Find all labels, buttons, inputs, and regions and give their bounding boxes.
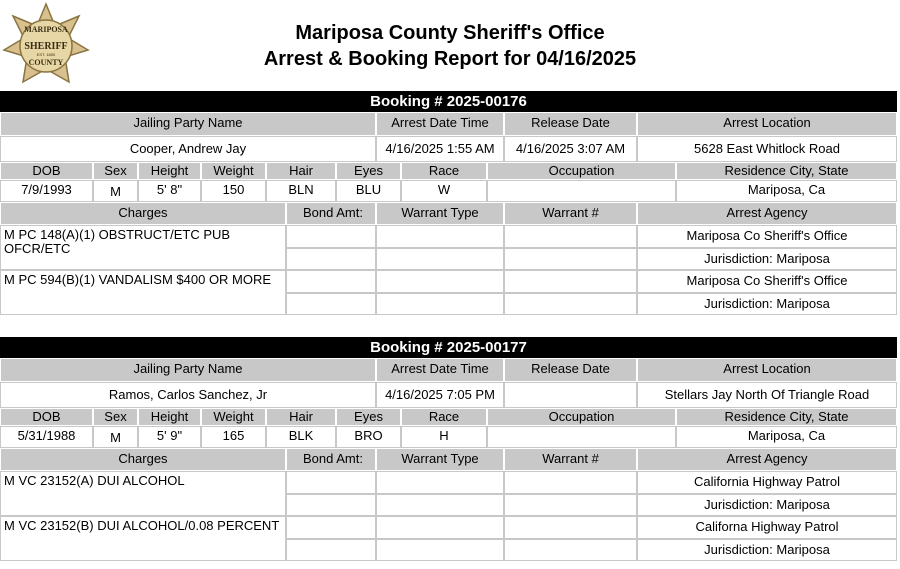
occupation-value	[487, 426, 676, 448]
label-height: Height	[138, 162, 201, 180]
release-date-value: 4/16/2025 3:07 AM	[504, 136, 637, 162]
warrant-type-value	[376, 539, 504, 561]
charge-description: M VC 23152(A) DUI ALCOHOL	[0, 471, 286, 516]
warrant-type-value	[376, 293, 504, 315]
eyes-value: BLU	[336, 180, 401, 202]
warrant-number-value	[504, 248, 637, 270]
arrest-date-time-value: 4/16/2025 7:05 PM	[376, 382, 504, 408]
bond-amount-value	[286, 248, 376, 270]
badge-text-est: EST. 1850	[36, 52, 56, 57]
charge-description: M PC 148(A)(1) OBSTRUCT/ETC PUB OFCR/ETC	[0, 225, 286, 270]
label-release-date: Release Date	[504, 358, 637, 382]
arrest-date-time-value: 4/16/2025 1:55 AM	[376, 136, 504, 162]
residence-value: Mariposa, Ca	[676, 426, 897, 448]
label-weight: Weight	[201, 162, 266, 180]
arrest-location-value: Stellars Jay North Of Triangle Road	[637, 382, 897, 408]
jailing-party-name-value: Ramos, Carlos Sanchez, Jr	[0, 382, 376, 408]
bond-amount-value	[286, 225, 376, 248]
booking-number-header: Booking # 2025-00176	[0, 91, 897, 112]
warrant-number-value	[504, 539, 637, 561]
bond-amount-value	[286, 471, 376, 494]
bond-amount-value	[286, 293, 376, 315]
warrant-number-value	[504, 471, 637, 494]
race-value: H	[401, 426, 487, 448]
charge-description: M PC 594(B)(1) VANDALISM $400 OR MORE	[0, 270, 286, 315]
label-sex: Sex	[93, 408, 138, 426]
dob-value: 7/9/1993	[0, 180, 93, 202]
hair-value: BLK	[266, 426, 336, 448]
booking-number-header: Booking # 2025-00177	[0, 337, 897, 358]
label-dob: DOB	[0, 162, 93, 180]
label-eyes: Eyes	[336, 162, 401, 180]
arrest-agency-value: Californa Highway Patrol	[637, 516, 897, 539]
badge-text-top: MARIPOSA	[24, 25, 68, 34]
badge-text-mid: SHERIFF	[24, 41, 68, 52]
dob-value: 5/31/1988	[0, 426, 93, 448]
warrant-type-value	[376, 248, 504, 270]
label-race: Race	[401, 408, 487, 426]
label-bond-amt: Bond Amt:	[286, 202, 376, 225]
bond-amount-value	[286, 494, 376, 516]
jailing-party-name-value: Cooper, Andrew Jay	[0, 136, 376, 162]
warrant-type-value	[376, 494, 504, 516]
sheriff-badge-logo	[2, 2, 90, 88]
label-jailing-party-name: Jailing Party Name	[0, 112, 376, 136]
label-weight: Weight	[201, 408, 266, 426]
label-arrest-date-time: Arrest Date Time	[376, 358, 504, 382]
arrest-agency-value: Mariposa Co Sheriff's Office	[637, 270, 897, 293]
label-arrest-location: Arrest Location	[637, 358, 897, 382]
warrant-number-value	[504, 516, 637, 539]
weight-value: 150	[201, 180, 266, 202]
label-arrest-location: Arrest Location	[637, 112, 897, 136]
jurisdiction-value: Jurisdiction: Mariposa	[637, 248, 897, 270]
label-warrant-number: Warrant #	[504, 448, 637, 471]
label-warrant-type: Warrant Type	[376, 202, 504, 225]
warrant-type-value	[376, 270, 504, 293]
label-release-date: Release Date	[504, 112, 637, 136]
warrant-type-value	[376, 225, 504, 248]
jurisdiction-value: Jurisdiction: Mariposa	[637, 494, 897, 516]
warrant-type-value	[376, 516, 504, 539]
hair-value: BLN	[266, 180, 336, 202]
weight-value: 165	[201, 426, 266, 448]
bond-amount-value	[286, 270, 376, 293]
label-arrest-agency: Arrest Agency	[637, 202, 897, 225]
release-date-value	[504, 382, 637, 408]
report-title-date: Arrest & Booking Report for 04/16/2025	[263, 48, 637, 70]
label-sex: Sex	[93, 162, 138, 180]
height-value: 5' 9"	[138, 426, 201, 448]
arrest-location-value: 5628 East Whitlock Road	[637, 136, 897, 162]
label-residence: Residence City, State	[676, 408, 897, 426]
warrant-type-value	[376, 471, 504, 494]
occupation-value	[487, 180, 676, 202]
sex-value: M	[93, 180, 138, 202]
label-charges: Charges	[0, 448, 286, 471]
bond-amount-value	[286, 539, 376, 561]
label-warrant-number: Warrant #	[504, 202, 637, 225]
eyes-value: BRO	[336, 426, 401, 448]
bond-amount-value	[286, 516, 376, 539]
label-hair: Hair	[266, 408, 336, 426]
height-value: 5' 8"	[138, 180, 201, 202]
label-race: Race	[401, 162, 487, 180]
label-arrest-date-time: Arrest Date Time	[376, 112, 504, 136]
label-hair: Hair	[266, 162, 336, 180]
arrest-agency-value: Mariposa Co Sheriff's Office	[637, 225, 897, 248]
arrest-agency-value: California Highway Patrol	[637, 471, 897, 494]
sex-value: M	[93, 426, 138, 448]
label-dob: DOB	[0, 408, 93, 426]
label-occupation: Occupation	[487, 162, 676, 180]
label-height: Height	[138, 408, 201, 426]
residence-value: Mariposa, Ca	[676, 180, 897, 202]
label-charges: Charges	[0, 202, 286, 225]
label-arrest-agency: Arrest Agency	[637, 448, 897, 471]
label-warrant-type: Warrant Type	[376, 448, 504, 471]
race-value: W	[401, 180, 487, 202]
label-eyes: Eyes	[336, 408, 401, 426]
warrant-number-value	[504, 270, 637, 293]
label-residence: Residence City, State	[676, 162, 897, 180]
badge-text-bottom: COUNTY	[28, 58, 64, 67]
label-occupation: Occupation	[487, 408, 676, 426]
warrant-number-value	[504, 225, 637, 248]
warrant-number-value	[504, 293, 637, 315]
label-jailing-party-name: Jailing Party Name	[0, 358, 376, 382]
jurisdiction-value: Jurisdiction: Mariposa	[637, 539, 897, 561]
label-bond-amt: Bond Amt:	[286, 448, 376, 471]
warrant-number-value	[504, 494, 637, 516]
jurisdiction-value: Jurisdiction: Mariposa	[637, 293, 897, 315]
report-title-agency: Mariposa County Sheriff's Office	[295, 22, 605, 44]
charge-description: M VC 23152(B) DUI ALCOHOL/0.08 PERCENT	[0, 516, 286, 561]
